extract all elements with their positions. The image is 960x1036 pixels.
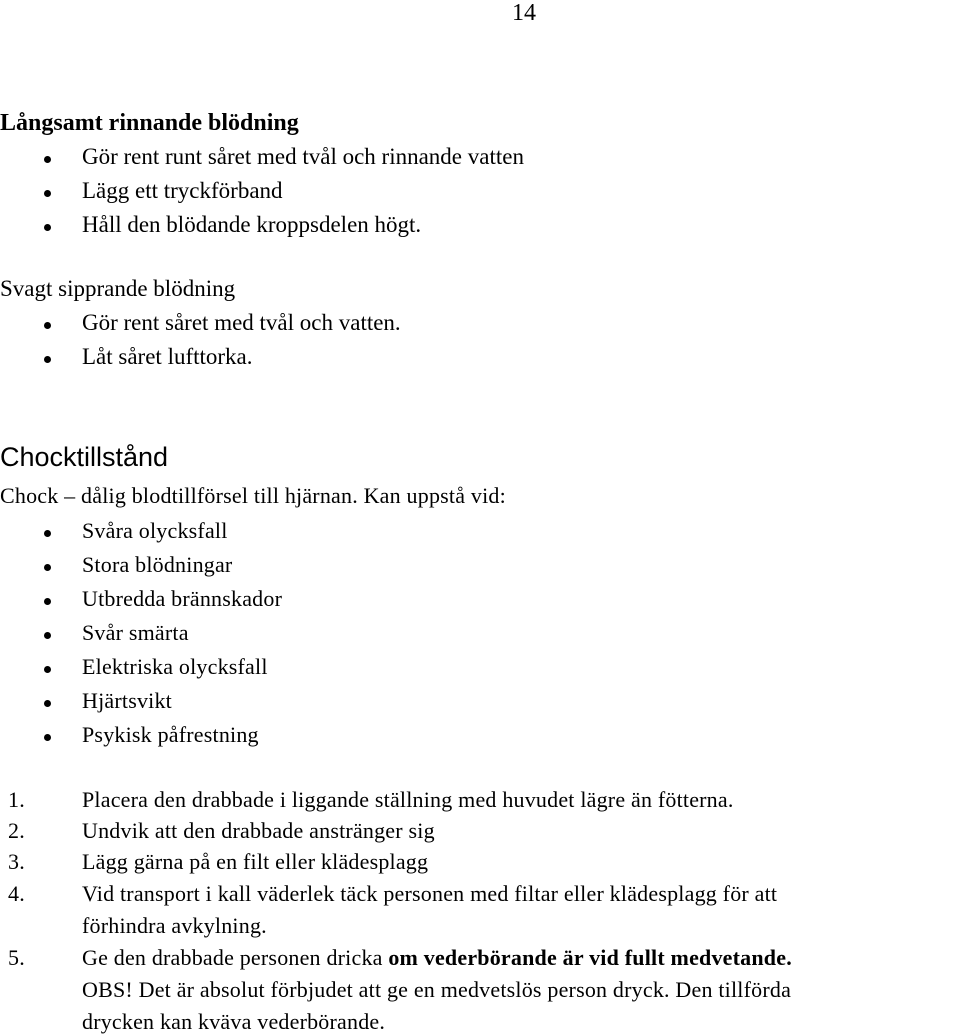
list-item: Stora blödningar	[82, 552, 233, 577]
step-number: 3.	[8, 849, 25, 874]
bullet-icon	[44, 156, 51, 163]
bullet-icon	[44, 700, 51, 707]
step-text	[82, 945, 792, 971]
bullet-icon	[44, 322, 51, 329]
page-number: 14	[512, 0, 536, 26]
list-item: Elektriska olycksfall	[82, 654, 268, 679]
step-text-continuation: drycken kan kväva vederbörande.	[82, 1009, 386, 1034]
bullet-icon	[44, 564, 51, 571]
intro-text: Chock – dålig blodtillförsel till hjärnan. Kan uppstå vid:	[0, 483, 506, 508]
step-number: 4.	[8, 881, 25, 906]
step-number: 1.	[8, 787, 25, 812]
section-heading: Svagt sipprande blödning	[0, 276, 236, 301]
bullet-icon	[44, 632, 51, 639]
step-text: Lägg gärna på en filt eller klädesplagg	[82, 849, 429, 874]
step-text-continuation: OBS! Det är absolut förbjudet att ge en medvetslös person dryck. Den tillförda	[82, 977, 792, 1002]
section-heading: Chocktillstånd	[0, 442, 169, 472]
step-text-bold: om vederbörande är vid fullt medvetande.	[388, 945, 792, 970]
list-item: Håll den blödande kroppsdelen högt.	[82, 212, 422, 237]
step-text: Undvik att den drabbade anstränger sig	[82, 818, 435, 843]
list-item: Svåra olycksfall	[82, 518, 228, 543]
step-text-continuation: förhindra avkylning.	[82, 913, 267, 938]
bullet-icon	[44, 190, 51, 197]
step-text-regular: Ge den drabbade personen dricka	[82, 945, 389, 970]
bullet-icon	[44, 734, 51, 741]
list-item: Gör rent runt såret med tvål och rinnande vatten	[82, 144, 524, 169]
list-item: Låt såret lufttorka.	[82, 344, 253, 369]
list-item: Psykisk påfrestning	[82, 722, 259, 747]
list-item: Lägg ett tryckförband	[82, 178, 283, 203]
list-item: Gör rent såret med tvål och vatten.	[82, 310, 401, 335]
step-number: 2.	[8, 818, 25, 843]
bullet-icon	[44, 356, 51, 363]
bullet-icon	[44, 224, 51, 231]
bullet-icon	[44, 666, 51, 673]
section-heading: Långsamt rinnande blödning	[0, 110, 299, 136]
bullet-icon	[44, 598, 51, 605]
step-text: Vid transport i kall väderlek täck personen med filtar eller klädesplagg för att	[82, 881, 778, 906]
step-text: Placera den drabbade i liggande ställning med huvudet lägre än fötterna.	[82, 787, 734, 812]
list-item: Utbredda brännskador	[82, 586, 283, 611]
step-number: 5.	[8, 945, 25, 970]
list-item: Hjärtsvikt	[82, 688, 172, 713]
bullet-icon	[44, 530, 51, 537]
list-item: Svår smärta	[82, 620, 189, 645]
